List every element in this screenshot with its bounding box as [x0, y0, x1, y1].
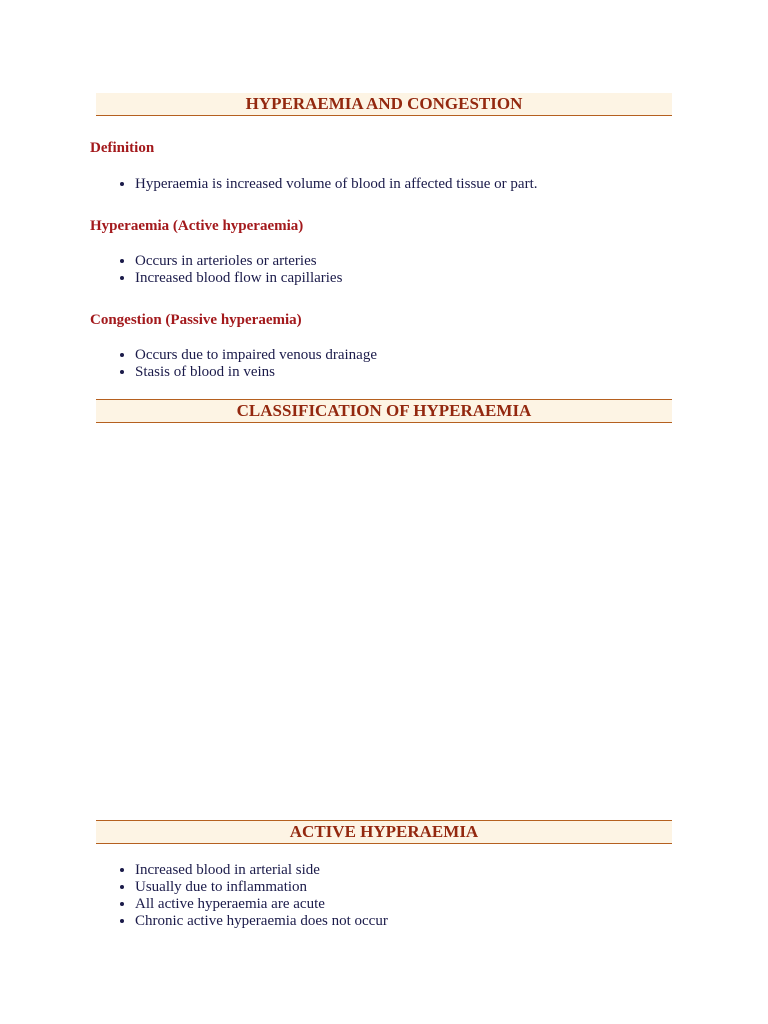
list-item: • Increased blood flow in capillaries [135, 270, 342, 287]
active-hyperaemia-banner [96, 820, 672, 844]
list-item: • Usually due to inflammation [135, 879, 388, 896]
definition-heading: Definition [90, 140, 155, 156]
list-item: • All active hyperaemia are acute [135, 896, 388, 913]
hyperaemia-list [96, 253, 342, 287]
page-title: HYPERAEMIA AND CONGESTION [245, 94, 523, 113]
definition-list [96, 176, 538, 193]
list-item: • Occurs due to impaired venous drainage [135, 347, 377, 364]
classification-title: CLASSIFICATION OF HYPERAEMIA [236, 401, 532, 420]
list-item: • Chronic active hyperaemia does not occur [135, 913, 388, 930]
list-item: • Occurs in arterioles or arteries [135, 253, 342, 270]
congestion-list [96, 347, 377, 381]
list-item: • Increased blood in arterial side [135, 862, 388, 879]
hyperaemia-heading: Hyperaemia (Active hyperaemia) [90, 218, 304, 234]
title-banner [96, 93, 672, 116]
active-hyperaemia-title: ACTIVE HYPERAEMIA [289, 822, 479, 841]
classification-banner [96, 399, 672, 423]
list-item: • Stasis of blood in veins [135, 364, 377, 381]
congestion-heading: Congestion (Passive hyperaemia) [90, 312, 302, 328]
list-item: • Hyperaemia is increased volume of blood in affected tissue or part. [135, 176, 538, 193]
active-hyperaemia-list [96, 862, 388, 930]
